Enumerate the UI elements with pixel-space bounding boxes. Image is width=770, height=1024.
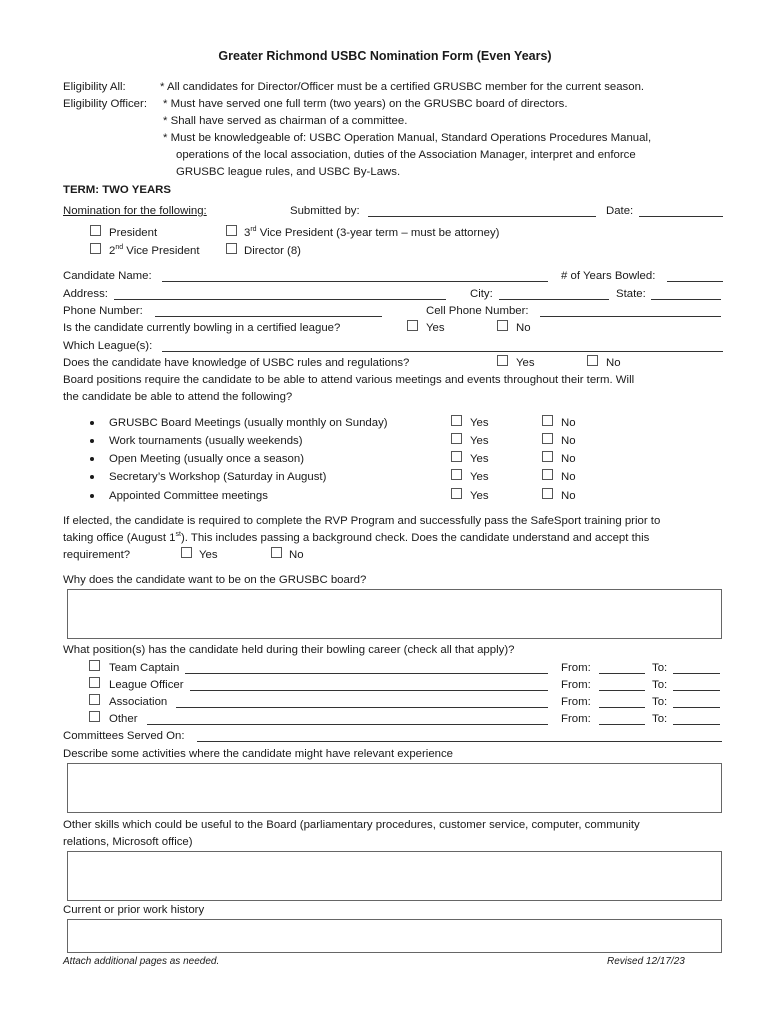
meeting-item: GRUSBC Board Meetings (usually monthly on Sunday)	[109, 417, 388, 429]
bullet	[90, 421, 94, 425]
from-label: From:	[561, 662, 591, 674]
eligibility-officer-item: * Must be knowledgeable of: USBC Operation Manual, Standard Operations Procedures Manual,	[163, 132, 652, 144]
bullet	[90, 475, 94, 479]
position-field[interactable]	[190, 690, 548, 691]
eligibility-officer-label: Eligibility Officer:	[63, 98, 147, 110]
meeting-yes-checkbox[interactable]	[451, 488, 462, 499]
rvp-text: requirement?	[63, 549, 131, 561]
position-checkbox[interactable]	[89, 677, 100, 688]
work-history-textbox[interactable]	[67, 919, 722, 953]
to-label: To:	[652, 679, 668, 691]
which-leagues-label: Which League(s):	[63, 340, 153, 352]
yes-label: Yes	[470, 490, 489, 502]
meeting-yes-checkbox[interactable]	[451, 433, 462, 444]
position-checkbox[interactable]	[89, 711, 100, 722]
knowledge-question: Does the candidate have knowledge of USBC rules and regulations?	[63, 357, 410, 369]
eligibility-officer-item: * Must have served one full term (two years) on the GRUSBC board of directors.	[163, 98, 568, 110]
meeting-no-checkbox[interactable]	[542, 469, 553, 480]
skills-textbox[interactable]	[67, 851, 722, 901]
bullet	[90, 439, 94, 443]
date-field[interactable]	[639, 216, 723, 217]
positions-question: What position(s) has the candidate held during their bowling career (check all that apply)?	[63, 644, 515, 656]
director-label: Director (8)	[244, 245, 301, 257]
activities-textbox[interactable]	[67, 763, 722, 813]
phone-field[interactable]	[155, 316, 382, 317]
vp3-label: 3rd Vice President (3-year term – must be attorney)	[244, 226, 500, 239]
bowling-no-checkbox[interactable]	[497, 320, 508, 331]
bowling-yes-checkbox[interactable]	[407, 320, 418, 331]
address-field[interactable]	[114, 299, 446, 300]
submitted-by-field[interactable]	[368, 216, 596, 217]
knowledge-yes-checkbox[interactable]	[497, 355, 508, 366]
position-field[interactable]	[147, 724, 548, 725]
meeting-no-checkbox[interactable]	[542, 415, 553, 426]
term-heading: TERM: TWO YEARS	[63, 184, 171, 196]
city-field[interactable]	[499, 299, 609, 300]
from-field[interactable]	[599, 690, 645, 691]
president-checkbox[interactable]	[90, 225, 101, 236]
knowledge-no-checkbox[interactable]	[587, 355, 598, 366]
no-label: No	[561, 435, 576, 447]
meeting-no-checkbox[interactable]	[542, 451, 553, 462]
rvp-no-checkbox[interactable]	[271, 547, 282, 558]
from-field[interactable]	[599, 673, 645, 674]
cell-phone-label: Cell Phone Number:	[426, 305, 529, 317]
no-label: No	[606, 357, 621, 369]
to-field[interactable]	[673, 724, 720, 725]
from-label: From:	[561, 696, 591, 708]
vp2-checkbox[interactable]	[90, 243, 101, 254]
from-field[interactable]	[599, 707, 645, 708]
rvp-yes-checkbox[interactable]	[181, 547, 192, 558]
phone-label: Phone Number:	[63, 305, 143, 317]
board-question-cont: the candidate be able to attend the following?	[63, 391, 293, 403]
meeting-no-checkbox[interactable]	[542, 433, 553, 444]
position-label: Team Captain	[109, 662, 180, 674]
position-checkbox[interactable]	[89, 694, 100, 705]
eligibility-all-label: Eligibility All:	[63, 81, 126, 93]
board-question: Board positions require the candidate to be able to attend various meetings and events throughout their term. Will	[63, 374, 635, 386]
years-bowled-label: # of Years Bowled:	[561, 270, 656, 282]
bullet	[90, 494, 94, 498]
position-checkbox[interactable]	[89, 660, 100, 671]
yes-label: Yes	[470, 417, 489, 429]
bullet	[90, 457, 94, 461]
yes-label: Yes	[470, 471, 489, 483]
meeting-item: Secretary’s Workshop (Saturday in August)	[109, 471, 327, 483]
skills-question-cont: relations, Microsoft office)	[63, 836, 193, 848]
committees-label: Committees Served On:	[63, 730, 185, 742]
no-label: No	[516, 322, 531, 334]
meeting-item: Work tournaments (usually weekends)	[109, 435, 303, 447]
rvp-text: taking office (August 1st). This includes passing a background check. Does the candidate understand and accept this	[63, 531, 650, 544]
from-field[interactable]	[599, 724, 645, 725]
cell-phone-field[interactable]	[540, 316, 721, 317]
position-field[interactable]	[176, 707, 548, 708]
candidate-name-label: Candidate Name:	[63, 270, 152, 282]
position-field[interactable]	[185, 673, 548, 674]
meeting-item: Appointed Committee meetings	[109, 490, 268, 502]
nomination-label: Nomination for the following:	[63, 205, 207, 217]
state-field[interactable]	[651, 299, 721, 300]
eligibility-officer-cont: GRUSBC league rules, and USBC By-Laws.	[176, 166, 401, 178]
director-checkbox[interactable]	[226, 243, 237, 254]
yes-label: Yes	[199, 549, 218, 561]
activities-question: Describe some activities where the candidate might have relevant experience	[63, 748, 454, 760]
meeting-yes-checkbox[interactable]	[451, 415, 462, 426]
from-label: From:	[561, 713, 591, 725]
meeting-item: Open Meeting (usually once a season)	[109, 453, 305, 465]
years-bowled-field[interactable]	[667, 281, 723, 282]
meeting-yes-checkbox[interactable]	[451, 451, 462, 462]
yes-label: Yes	[426, 322, 445, 334]
from-label: From:	[561, 679, 591, 691]
no-label: No	[561, 453, 576, 465]
submitted-by-label: Submitted by:	[290, 205, 360, 217]
state-label: State:	[616, 288, 646, 300]
attach-note: Attach additional pages as needed.	[63, 956, 220, 967]
eligibility-officer-cont: operations of the local association, duties of the Association Manager, interpret and enforce	[176, 149, 636, 161]
city-label: City:	[470, 288, 493, 300]
yes-label: Yes	[470, 453, 489, 465]
rvp-text: If elected, the candidate is required to complete the RVP Program and successfully pass the SafeSport training prior to	[63, 515, 661, 527]
position-label: Association	[109, 696, 168, 708]
position-label: League Officer	[109, 679, 184, 691]
to-field[interactable]	[673, 690, 720, 691]
why-question: Why does the candidate want to be on the GRUSBC board?	[63, 574, 367, 586]
candidate-name-field[interactable]	[162, 281, 548, 282]
no-label: No	[561, 471, 576, 483]
bowling-question: Is the candidate currently bowling in a certified league?	[63, 322, 341, 334]
position-label: Other	[109, 713, 138, 725]
work-history-label: Current or prior work history	[63, 904, 205, 916]
yes-label: Yes	[516, 357, 535, 369]
to-field[interactable]	[673, 707, 720, 708]
skills-question: Other skills which could be useful to the Board (parliamentary procedures, customer service, computer, community	[63, 819, 640, 831]
vp3-checkbox[interactable]	[226, 225, 237, 236]
no-label: No	[561, 490, 576, 502]
eligibility-all-text: * All candidates for Director/Officer must be a certified GRUSBC member for the current season.	[160, 81, 645, 93]
yes-label: Yes	[470, 435, 489, 447]
committees-field[interactable]	[197, 741, 722, 742]
to-label: To:	[652, 662, 668, 674]
president-label: President	[109, 227, 158, 239]
why-textbox[interactable]	[67, 589, 722, 639]
meeting-yes-checkbox[interactable]	[451, 469, 462, 480]
vp2-label: 2nd Vice President	[109, 244, 200, 257]
to-label: To:	[652, 696, 668, 708]
address-label: Address:	[63, 288, 108, 300]
to-field[interactable]	[673, 673, 720, 674]
meeting-no-checkbox[interactable]	[542, 488, 553, 499]
no-label: No	[289, 549, 304, 561]
to-label: To:	[652, 713, 668, 725]
page-title: Greater Richmond USBC Nomination Form (Even Years)	[218, 49, 552, 63]
revised-date: Revised 12/17/23	[607, 956, 685, 967]
date-label: Date:	[606, 205, 634, 217]
no-label: No	[561, 417, 576, 429]
eligibility-officer-item: * Shall have served as chairman of a committee.	[163, 115, 408, 127]
which-leagues-field[interactable]	[162, 351, 723, 352]
